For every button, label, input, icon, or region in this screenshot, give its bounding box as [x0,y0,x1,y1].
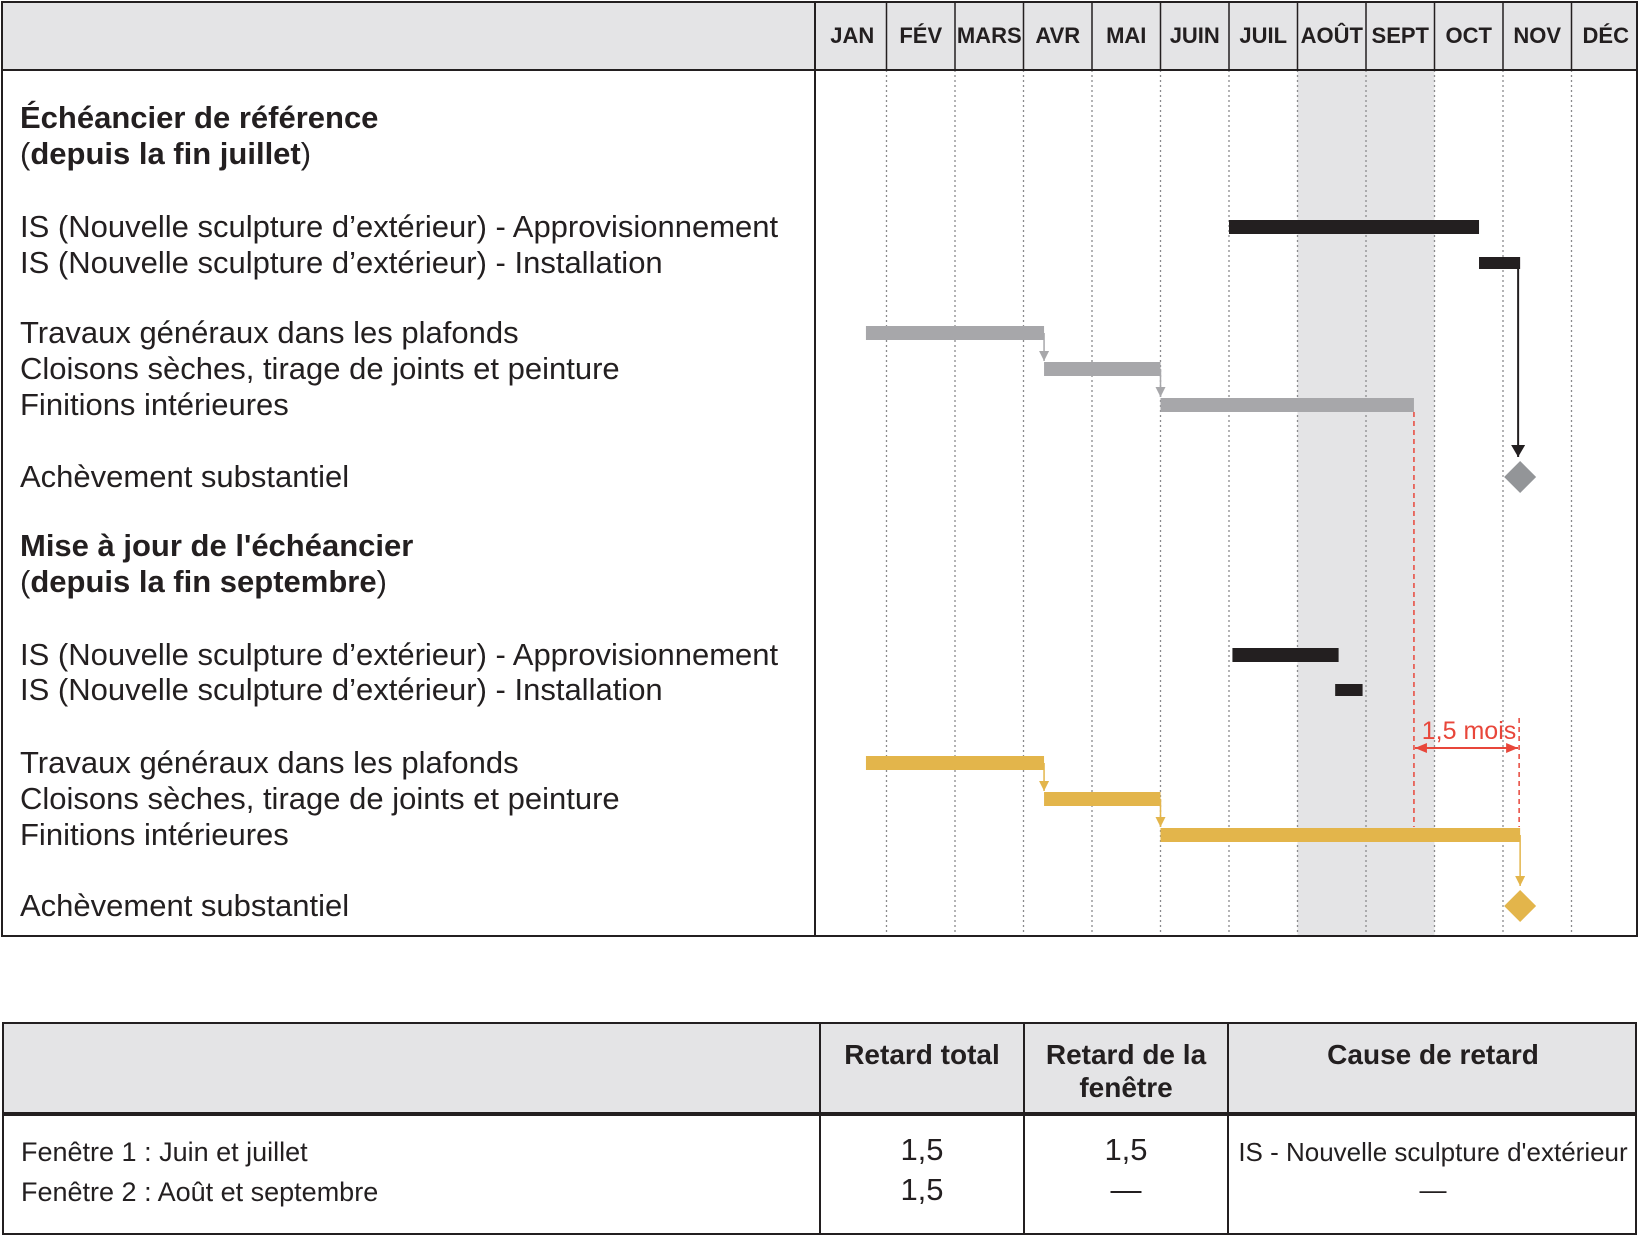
delay-label: 1,5 mois [1421,717,1517,745]
header-total-delay: Retard total [844,1039,1000,1070]
subtitle-paren-open: ( [20,564,31,599]
baseline-task-bar [1479,257,1520,269]
update-milestone-diamond [1504,890,1536,922]
window-1-total: 1,5 [900,1132,944,1167]
month-tick-label: JUIN [1169,23,1220,48]
month-tick-label: NOV [1513,23,1562,48]
task-label: IS (Nouvelle sculpture d’extérieur) - Approvisionnement [20,637,779,672]
update-task-bar [1232,648,1338,662]
baseline-milestone-diamond [1504,461,1536,493]
task-label: IS (Nouvelle sculpture d’extérieur) - Approvisionnement [20,209,779,244]
task-label: Cloisons sèches, tirage de joints et peinture [20,351,620,386]
subtitle-text: depuis la fin septembre [30,564,377,599]
task-label: Finitions intérieures [20,387,289,422]
section-subtitle [20,564,387,600]
task-label: IS (Nouvelle sculpture d’extérieur) - Installation [20,245,663,280]
subtitle-paren-open: ( [20,136,31,171]
baseline-task-bar [866,326,1044,340]
task-label: Travaux généraux dans les plafonds [20,745,519,780]
section-subtitle [20,136,311,172]
update-task-bar [866,756,1044,770]
baseline-task-bar [1044,362,1160,376]
month-tick-label: FÉV [899,23,943,48]
header-window-delay: Retard de la fenêtre [1045,1039,1207,1103]
header-divider [4,1112,1635,1114]
month-tick-label: AOÛT [1300,23,1363,48]
delay-summary-table [2,1022,1637,1235]
header-delay-cause: Cause de retard [1327,1039,1539,1070]
month-tick-label: OCT [1445,23,1492,48]
update-task-bar [1335,684,1362,696]
month-tick-label: SEPT [1371,23,1429,48]
baseline-task-bar [1161,398,1414,412]
month-tick-label: MARS [956,23,1022,48]
month-tick-label: MAI [1106,23,1147,48]
update-task-bar [1044,792,1160,806]
window-2-total: 1,5 [900,1172,944,1207]
month-tick-label: JUIL [1239,23,1288,48]
task-label: IS (Nouvelle sculpture d’extérieur) - Installation [20,672,663,707]
task-label: Travaux généraux dans les plafonds [20,315,519,350]
section-title: Échéancier de référence [20,100,379,135]
month-tick-label: AVR [1035,23,1081,48]
window-2-cause: — [1419,1175,1447,1205]
task-label: Achèvement substantiel [20,459,350,494]
task-label: Finitions intérieures [20,817,289,852]
window-1-label: Fenêtre 1 : Juin et juillet [21,1137,308,1167]
window-2-window-delay: — [1110,1172,1142,1207]
window-2-label: Fenêtre 2 : Août et septembre [21,1177,379,1207]
subtitle-text: depuis la fin juillet [30,136,301,171]
window-1-window-delay: 1,5 [1104,1132,1148,1167]
section-title: Mise à jour de l'échéancier [20,528,414,563]
subtitle-paren-close: ) [300,136,312,171]
month-tick-label: JAN [830,23,875,48]
subtitle-paren-close: ) [376,564,387,599]
task-label: Achèvement substantiel [20,888,350,923]
update-task-bar [1161,828,1521,842]
task-label: Cloisons sèches, tirage de joints et peinture [20,781,620,816]
window-1-cause: IS - Nouvelle sculpture d'extérieur [1238,1137,1628,1167]
month-tick-label: DÉC [1582,23,1629,48]
baseline-task-bar [1229,220,1479,234]
